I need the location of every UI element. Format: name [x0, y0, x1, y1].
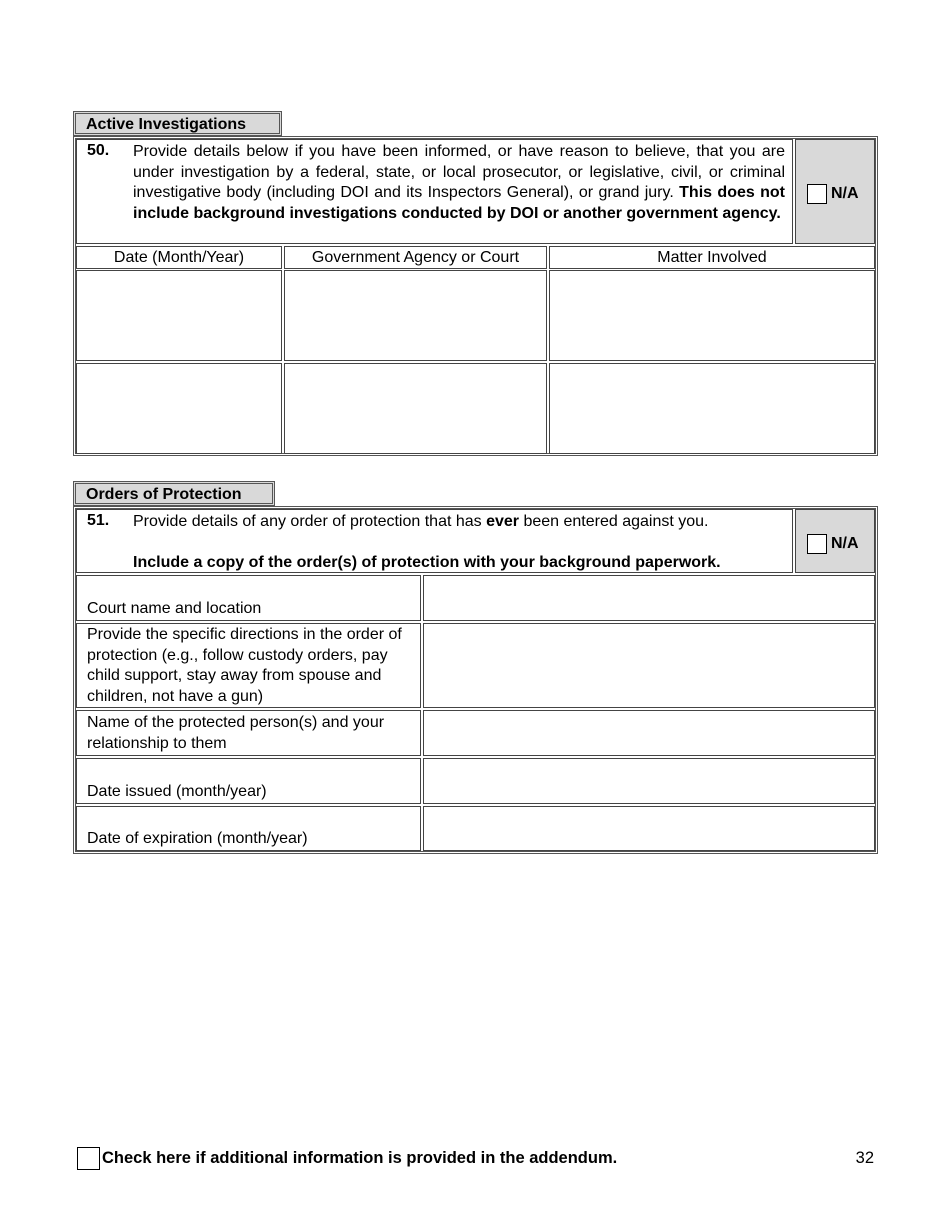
- field-date-expiration[interactable]: [423, 806, 875, 851]
- question-51-na-label: N/A: [831, 535, 859, 552]
- section-50-title: Active Investigations: [86, 116, 247, 133]
- page-number: 32: [855, 1149, 874, 1167]
- question-50-na-cell: [795, 139, 875, 244]
- question-51-bold-text: Include a copy of the order(s) of protection with your background paperwork.: [133, 554, 721, 571]
- row-1-date-field[interactable]: [76, 270, 282, 361]
- question-51-na-cell: [795, 509, 875, 573]
- question-50-na-label: N/A: [831, 185, 859, 202]
- section-51-title-tab: [73, 481, 275, 506]
- addendum-checkbox[interactable]: [77, 1147, 100, 1170]
- question-51-box: [76, 509, 793, 573]
- addendum-text: Check here if additional information is provided in the addendum.: [102, 1149, 618, 1167]
- question-51-number: 51.: [87, 512, 110, 529]
- column-header-date: Date (Month/Year): [76, 246, 282, 269]
- question-50-bold-text: This does not include background investigations conducted by DOI or another government agency.: [133, 184, 786, 222]
- section-50-container: [73, 136, 878, 456]
- row-2-matter-field[interactable]: [549, 363, 875, 454]
- addendum-row: [77, 1147, 617, 1170]
- label-directions: Provide the specific directions in the order of protection (e.g., follow custody orders, pay child support, stay away from spouse and children, not have a gun): [76, 623, 421, 708]
- question-51-text: Provide details of any order of protection that has ever been entered against you.: [133, 513, 709, 530]
- label-date-expiration: Date of expiration (month/year): [76, 806, 421, 851]
- label-date-issued: Date issued (month/year): [76, 758, 421, 804]
- section-51-title: Orders of Protection: [86, 486, 242, 503]
- field-date-issued[interactable]: [423, 758, 875, 804]
- field-court-name[interactable]: [423, 575, 875, 621]
- question-51-na-checkbox[interactable]: [807, 534, 827, 554]
- row-1-agency-field[interactable]: [284, 270, 547, 361]
- row-1-matter-field[interactable]: [549, 270, 875, 361]
- section-50-title-tab: [73, 111, 282, 136]
- question-50-box: [76, 139, 793, 244]
- question-51-na: [807, 534, 859, 554]
- section-51-container: [73, 506, 878, 854]
- question-50-text-block: [133, 142, 785, 224]
- question-50-number: 50.: [87, 142, 110, 159]
- row-2-date-field[interactable]: [76, 363, 282, 454]
- column-header-agency: Government Agency or Court: [284, 246, 547, 269]
- label-protected-person: Name of the protected person(s) and your relationship to them: [76, 710, 421, 756]
- column-header-matter: Matter Involved: [549, 246, 875, 269]
- label-court-name: Court name and location: [76, 575, 421, 621]
- question-50-na-checkbox[interactable]: [807, 184, 827, 204]
- row-2-agency-field[interactable]: [284, 363, 547, 454]
- field-directions[interactable]: [423, 623, 875, 708]
- field-protected-person[interactable]: [423, 710, 875, 756]
- question-50-text: Provide details below if you have been informed, or have reason to believe, that you are under investigation by a federal, state, or local prosecutor, or legislative, civil, or criminal investigative body (including DOI and its Inspectors General), or grand jury.: [133, 143, 785, 201]
- question-50-na: [807, 184, 859, 204]
